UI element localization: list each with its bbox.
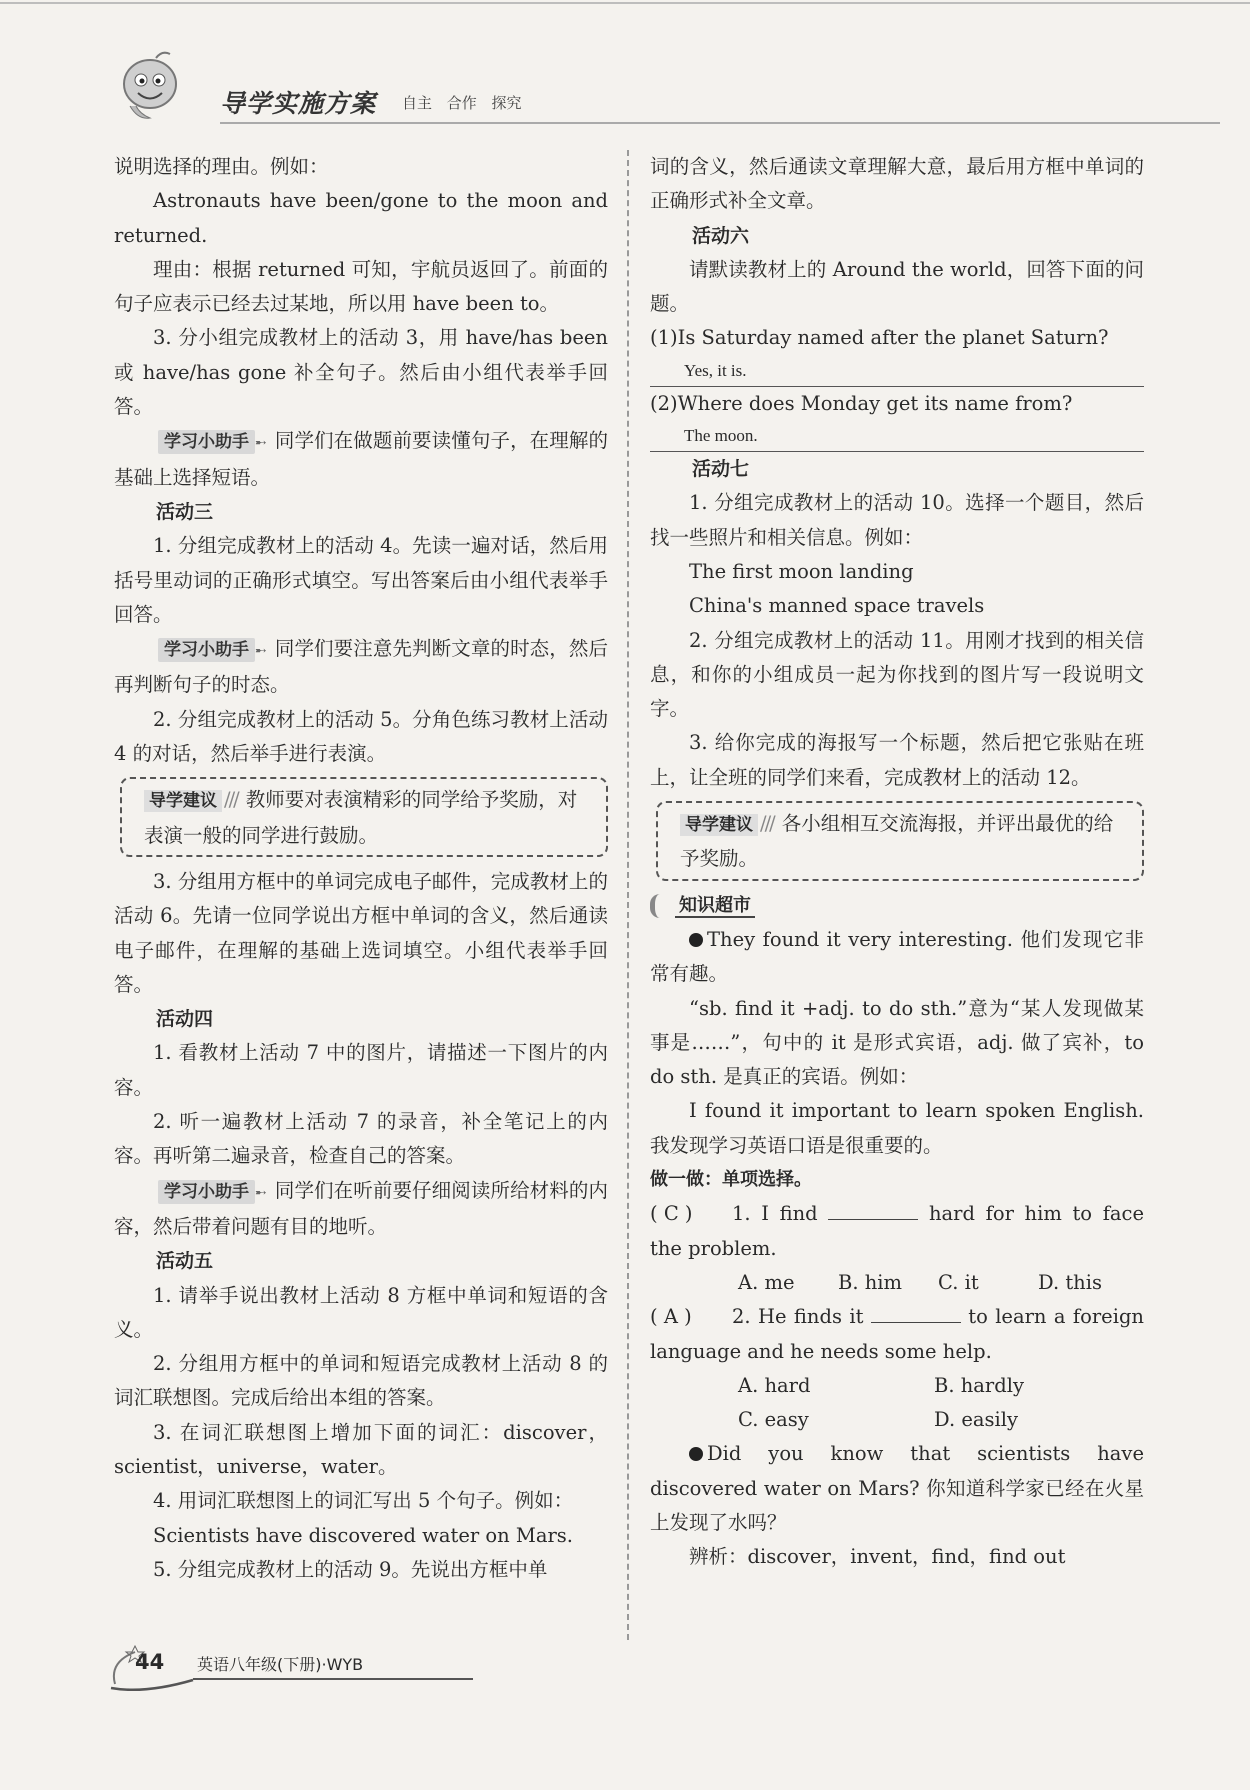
paragraph: 2. 分组完成教材上的活动 11。用刚才找到的相关信息，和你的小组成员一起为你找到的图片写一段说明文字。 [650,628,1144,721]
paragraph: 理由：根据 returned 可知，宇航员返回了。前面的句子应表示已经去过某地，所以用 have been to。 [114,257,608,316]
paragraph: 2. 分组用方框中的单词和短语完成教材上活动 8 的词汇联想图。完成后给出本组的答案。 [114,1352,608,1410]
helper-note [114,632,608,703]
paragraph: 1. 看教材上活动 7 中的图片，请描述一下图片的内容。 [114,1041,608,1099]
arrow-icon: ➸ [255,435,267,452]
paragraph: I found it important to learn spoken English. 我发现学习英语口语是很重要的。 [650,1099,1144,1157]
mc-option: C. it [938,1270,979,1294]
knowledge-label: 知识超市 [675,895,755,918]
paragraph: “sb. find it +adj. to do sth.”意为“某人发现做某事是……”，句中的 it 是形式宾语，adj. 做了宾补，to do sth. 是真正的宾语。例如： [650,996,1144,1089]
paragraph: 1. 分组完成教材上的活动 4。先读一遍对话，然后用括号里动词的正确形式填空。写出答案后由小组代表举手回答。 [114,534,608,626]
bookmark-icon [650,894,671,918]
mc-option: A. me [738,1270,795,1294]
section-heading: 活动七 [692,458,750,481]
section-heading: 活动三 [156,500,214,523]
helper-note [114,1174,608,1245]
suggestion-box [120,777,608,857]
book-title: 英语八年级(下册)·WYB [197,1655,364,1674]
answer-blank [871,1302,961,1323]
column-divider [627,150,629,1640]
paragraph: 3. 分小组完成教材上的活动 3，用 have/has been 或 have/has gone 补全句子。然后由小组代表举手回答。 [114,326,608,419]
question: (2)Where does Monday get its name from? [650,391,1073,415]
example-topic: China's manned space travels [689,594,985,618]
knowledge-point [650,1437,1144,1540]
header-rule [220,122,1220,124]
mc-stem: 2. He finds it [732,1305,864,1329]
paragraph: 3. 给你完成的海报写一个标题，然后把它张贴在班上，让全班的同学们来看，完成教材上的活动 12。 [650,731,1144,789]
header-title: 导学实施方案 [220,89,377,118]
answer-line: Yes, it is. [650,356,1144,387]
paragraph: 3. 在词汇联想图上增加下面的词汇：discover，scientist，universe，water。 [114,1420,608,1478]
page-footer [105,1642,485,1692]
helper-text: 同学们要注意先判断文章的时态，然后再判断句子的时态。 [114,637,608,697]
knowledge-text: They found it very interesting. 他们发现它非常有趣。 [650,927,1144,986]
knowledge-point [650,923,1144,992]
mc-question: ( C ) 1. I find hard for him to face the problem. [650,1197,1144,1266]
mc-option: A. hard [738,1373,811,1397]
paragraph: 请默读教材上的 Around the world，回答下面的问题。 [650,257,1144,316]
paragraph: 2. 听一遍教材上活动 7 的录音，补全笔记上的内容。再听第二遍录音，检查自己的答案。 [114,1110,608,1168]
right-column [650,150,1144,1575]
paragraph: 4. 用词汇联想图上的词汇写出 5 个句子。例如： [153,1489,574,1513]
section-heading: 活动六 [692,224,750,247]
paragraph: 3. 分组用方框中的单词完成电子邮件，完成教材上的活动 6。先请一位同学说出方框中单词的含义，然后通读电子邮件，在理解的基础上选词填空。小组代表举手回答。 [114,869,608,996]
answer-blank [828,1199,918,1220]
paragraph: 1. 请举手说出教材上活动 8 方框中单词和短语的含义。 [114,1283,608,1341]
section-heading: 活动四 [156,1008,214,1031]
slash-decoration: /// [760,812,774,836]
paragraph: 5. 分组完成教材上的活动 9。先说出方框中单 [153,1557,548,1581]
knowledge-text: Did you know that scientists have discovered water on Mars? 你知道科学家已经在火星上发现了水吗？ [650,1442,1144,1534]
top-border [0,2,1250,4]
page-header [110,40,1220,130]
page-number: 44 [135,1650,165,1674]
mc-options [650,1369,1144,1438]
suggestion-text: 各小组相互交流海报，并评出最优的给予奖励。 [680,812,1114,871]
practice-heading: 做一做：单项选择。 [650,1169,812,1191]
question: (1)Is Saturday named after the planet Saturn? [650,326,1109,350]
mascot-icon [110,48,190,128]
footer-rule [193,1678,473,1680]
arrow-icon: ➸ [255,1184,267,1201]
suggestion-label: 导学建议 [144,790,222,812]
bullet-icon [689,933,703,947]
answer-line: The moon. [650,421,1144,452]
mc-option: B. him [838,1270,903,1294]
bullet-icon [689,1447,703,1461]
section-heading: 活动五 [156,1250,214,1273]
suggestion-box [656,801,1144,881]
mc-stem: to learn a foreign language and he needs some help. [650,1305,1144,1363]
paragraph: 2. 分组完成教材上的活动 5。分角色练习教材上活动 4 的对话，然后举手进行表演。 [114,707,608,766]
mc-option: D. easily [934,1408,1018,1432]
mc-option: D. this [1038,1270,1102,1294]
mc-stem: hard for him to face the problem. [650,1202,1144,1260]
example-sentence: Scientists have discovered water on Mars. [153,1523,573,1547]
mc-question: ( A ) 2. He finds it to learn a foreign language and he needs some help. [650,1300,1144,1369]
paragraph: 词的含义，然后通读文章理解大意，最后用方框中单词的正确形式补全文章。 [650,155,1144,213]
suggestion-text: 教师要对表演精彩的同学给予奖励，对表演一般的同学进行鼓励。 [144,788,578,847]
helper-text: 同学们在听前要仔细阅读所给材料的内容，然后带着问题有目的地听。 [114,1178,608,1238]
left-column [114,150,608,1587]
paragraph: 说明选择的理由。例如： [114,155,329,178]
mc-answer: A [663,1305,678,1329]
helper-label: 学习小助手 [158,430,255,454]
helper-text: 同学们在做题前要读懂句子，在理解的基础上选择短语。 [114,429,608,489]
slash-decoration: /// [224,788,238,812]
helper-label: 学习小助手 [158,1180,255,1204]
header-tags: 自主 合作 探究 [402,94,522,112]
helper-label: 学习小助手 [158,638,255,662]
example-topic: The first moon landing [689,559,914,583]
example-sentence: Astronauts have been/gone to the moon and returned. [114,189,608,247]
helper-note [114,424,608,495]
knowledge-heading [650,889,1144,923]
suggestion-label: 导学建议 [680,814,758,836]
mc-stem: 1. I find [732,1202,818,1226]
paragraph: 辨析：discover，invent，find，find out [689,1545,1066,1569]
arrow-icon: ➸ [255,643,267,660]
mc-answer: C [663,1202,679,1226]
paragraph: 1. 分组完成教材上的活动 10。选择一个题目，然后找一些照片和相关信息。例如： [650,491,1144,549]
mc-option: B. hardly [934,1373,1024,1397]
mc-option: C. easy [738,1408,809,1432]
mc-options [650,1266,1144,1300]
